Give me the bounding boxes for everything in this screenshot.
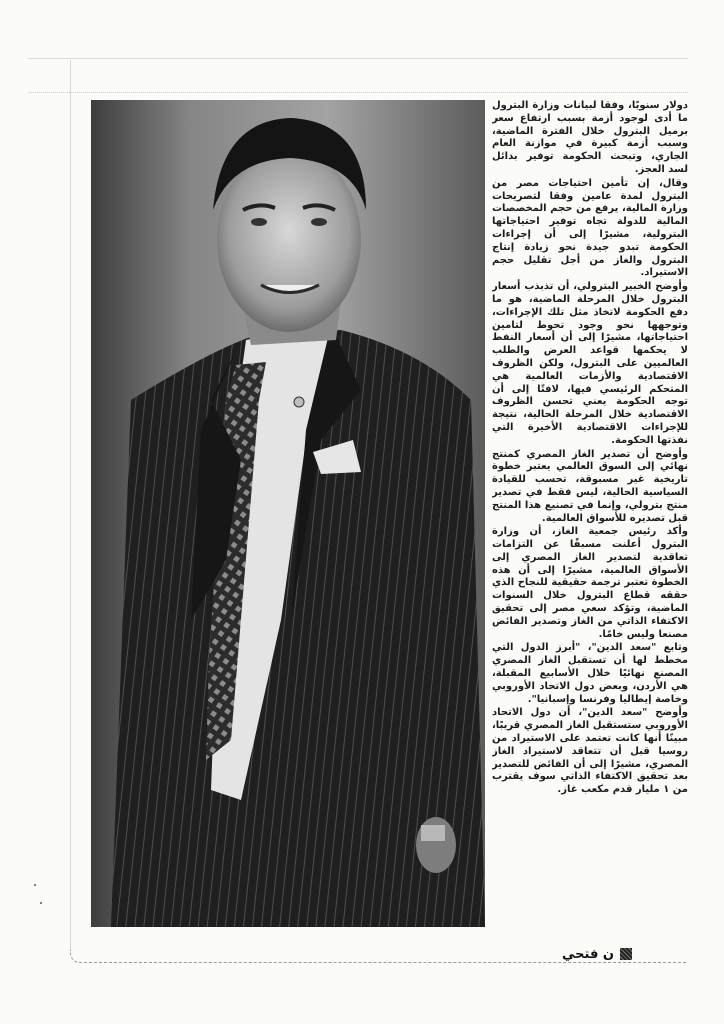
footer-label: ن فتحي (562, 946, 614, 962)
article-paragraph: وأوضح أن تصدير الغاز المصري كمنتج نهائي إلى السوق العالمي يعتبر خطوة تاريخية غير مسبوقة، تحسب للقيادة السياسية الحالية، ليس فقط في تصدير منتج بترولي، وإنما في تصنيع هذا المنتج قبل تصديره للأسواق العالمية. (492, 448, 688, 524)
article-paragraph: وأكد رئيس جمعية الغاز، أن وزارة البترول أعلنت مسبقًا عن التزامات تعاقدية لتصدير الغاز المصري إلى الأسواق العالمية، مشيرًا إلى أن هذه الخطوة تعتبر ترجمة حقيقية للنجاح الذي حققه قطاع البترول خلال السنوات الماضية، وتؤكد سعي مصر إلى تحقيق الاكتفاء الذاتي من الغاز وتصدير الفائض مصنعا وليس خامًا. (492, 526, 688, 640)
article-column (492, 100, 688, 948)
article-paragraph: وتابع "سعد الدين"، "أبرز الدول التي مخطط لها أن تستقبل الغاز المصري المصنع نهائيًا خلال الأسابيع المقبلة، هي الأردن، وبعض دول الاتحاد الأوروبي وخاصة إيطاليا وفرنسا وإسبانيا". (492, 642, 688, 705)
top-dotted-rule (28, 92, 688, 93)
top-rule (28, 58, 688, 59)
scan-speck (34, 884, 36, 886)
article-paragraph: وأوضح "سعد الدين"، أن دول الاتحاد الأوروبي ستستقبل الغاز المصري قريبًا، مبينًا أنها كانت تعتمد على الاستيراد من روسيا قبل أن تتعاقد لاستيراد الغاز المصري، مشيرًا إلى أن الفائض للتصدير بعد تحقيق الاكتفاء الذاتي سوف يقترب من ١ مليار قدم مكعب غاز. (492, 707, 688, 796)
left-margin-rule (70, 60, 71, 950)
article-paragraph: وقال، إن تأمين احتياجات مصر من البترول لمدة عامين وفقا لتصريحات وزارة المالية، يرفع من حجم المخصصات المالية للدولة تجاه توفير احتياجاتها البترولية، مشيرًا إلى أن إجراءات الحكومة تبدو جيدة نحو زيادة إنتاج البترول والغاز من أجل تقليل حجم الاستيراد. (492, 177, 688, 279)
footer-mark-icon (620, 948, 632, 960)
article-paragraph: دولار سنويًا، وفقا لبيانات وزارة البترول ما أدى لوجود أزمة بسبب ارتفاع سعر برميل البترول خلال الفترة الماضية، وسبب أزمة كبيرة في موازنة العام الجاري، وتبحث الحكومة توفير بدائل لسد العجز. (492, 100, 688, 175)
portrait-illustration (91, 100, 485, 927)
scan-speck (40, 902, 42, 904)
footer-signature (562, 942, 687, 966)
article-paragraph: وأوضح الخبير البترولي، أن تذبذب أسعار البترول خلال المرحلة الماضية، هو ما دفع الحكومة لاتخاذ مثل تلك الإجراءات، وتوجهها نحو وجود تحوط لتامين احتياجاتها، مشيرًا إلى أن أسعار النفط لا يحكمها قواعد العرض والطلب العالميين على البترول، ولكن الظروف الاقتصادية والأزمات العالمية هي المتحكم الرئيسي فيها، لافتًا إلى أن توجه الحكومة يعني تحسن الظروف الاقتصادية خلال المرحلة الحالية، نتيجة للإجراءات الاقتصادية الأخيرة التي نفذتها الحكومة. (492, 281, 688, 446)
portrait-photo (91, 100, 485, 927)
